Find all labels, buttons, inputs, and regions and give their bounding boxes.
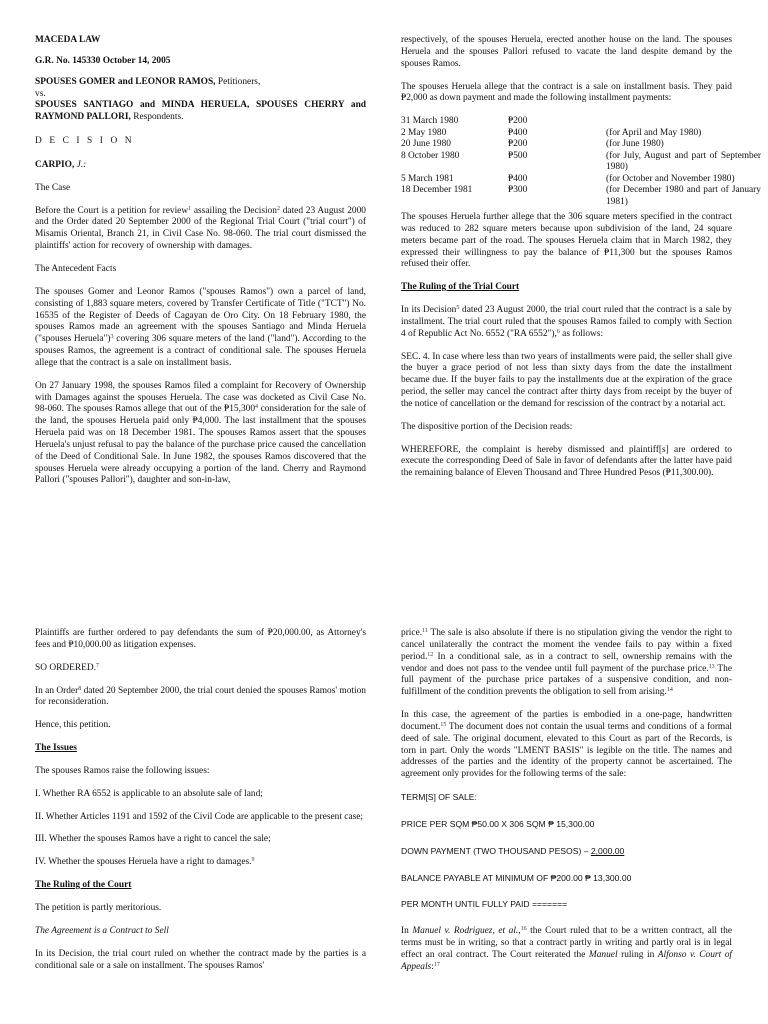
- footnote-ref[interactable]: 1: [188, 205, 192, 212]
- case-citation: Alfonso v. Court of Appeals: [401, 949, 732, 972]
- payment-row: [401, 174, 761, 185]
- footnote-ref[interactable]: 9: [251, 857, 255, 864]
- text-run: In this case, the agreement of the parties is embodied in a one-page, handwritten document.: [401, 710, 732, 732]
- text-run: The spouses Gomer and Leonor Ramos ("spouses Ramos") own a parcel of land, consisting of 1,883 square meters, covered by Transfer Certificate of Title ("TCT") No. 16535 of the Register of Deeds of Cagayan de Oro City. On 18 February 1980, the spouses Ramos made an agreement with the spouses Santiago and Minda Heruela ("spouses Heruela"): [35, 286, 366, 345]
- paragraph: The spouses Heruela allege that the contract is a sale on installment basis. They paid ₱2,000 as down payment and made the following installment payments:: [401, 81, 732, 104]
- paragraph: [401, 305, 732, 341]
- text-run: The sale is also absolute if there is no stipulation giving the vendor the right to cancel unilaterally the contract the moment the vendee fails to pay within a fixed period.: [401, 628, 732, 662]
- text-run: as follows:: [559, 328, 604, 339]
- ponente-name: CARPIO,: [35, 159, 75, 170]
- petitioners-names: SPOUSES GOMER and LEONOR RAMOS,: [35, 76, 216, 87]
- installment-payments-body: [401, 116, 761, 208]
- payment-note: (for October and November 1980): [606, 173, 735, 184]
- dispositive-portion: WHEREFORE, the complaint is hereby dismissed and plaintiff[s] are ordered to execute the corresponding Deed of Sale in favor of defendants after the latter have paid the remaining balance of Eleven Thousand and Three Hundred Pesos (₱11,300.00).: [401, 444, 732, 479]
- page1-left-column: [35, 35, 366, 498]
- payment-date: 20 June 1980: [401, 139, 451, 150]
- section-heading-court-ruling: The Ruling of the Court: [35, 880, 132, 891]
- footnote-ref[interactable]: 3: [110, 334, 114, 341]
- text-run: In an Order: [35, 685, 79, 696]
- text-run: IV. Whether the spouses Heruela have a right to damages.: [35, 857, 252, 868]
- text-run: On 27 January 1998, the spouses Ramos filed a complaint for Recovery of Ownership with Damages against the spouses Heruela. The case was docketed as Civil Case No. 98-060. The spouses Ramos allege that out of the ₱15,300: [35, 380, 366, 415]
- ponente-suffix: J.:: [74, 159, 87, 170]
- text-run: SO ORDERED.: [35, 662, 96, 673]
- payment-date: 31 March 1980: [401, 116, 459, 127]
- payment-row: [401, 128, 761, 139]
- paragraph: [401, 710, 732, 781]
- footnote-ref[interactable]: 4: [255, 404, 259, 411]
- page2-right-column: [401, 628, 732, 985]
- payment-amount: ₱300: [508, 185, 528, 196]
- paragraph: [401, 628, 732, 699]
- payment-note: (for June 1980): [606, 139, 664, 150]
- document-title: MACEDA LAW: [35, 35, 101, 45]
- down-payment-amount: 2,000.00: [590, 845, 625, 856]
- text-run: In: [401, 926, 413, 937]
- footnote-ref[interactable]: 12: [427, 651, 434, 658]
- payment-date: 2 May 1980: [401, 127, 447, 138]
- paragraph: The spouses Ramos raise the following issues:: [35, 765, 210, 776]
- terms-price: PRICE PER SQM ₱50.00 X 306 SQM ₱ 15,300.00: [401, 818, 595, 829]
- versus-line: vs.: [35, 88, 46, 99]
- case-citation: Manuel: [588, 949, 618, 960]
- payment-amount: ₱400: [508, 127, 528, 138]
- paragraph: [35, 686, 366, 710]
- footnote-ref[interactable]: 16: [520, 926, 527, 933]
- payment-row: [401, 185, 761, 208]
- text-run: covering 306 square meters of the land ("land"). According to the spouses Ramos, the agreement is a contract of conditional sale. The spouses Heruela allege that the contract is a sale on installment basis.: [35, 334, 366, 368]
- issue-item: II. Whether Articles 1191 and 1592 of the Civil Code are applicable to the present case;: [35, 811, 364, 822]
- case-citation: Manuel v. Rodriguez, et al.: [412, 926, 519, 937]
- payment-note: (for December 1980 and part of January 1981): [606, 185, 761, 207]
- petitioners-role: Petitioners,: [215, 76, 261, 87]
- payment-date: 5 March 1981: [401, 173, 454, 184]
- decision-heading: D E C I S I O N: [35, 136, 135, 147]
- footnote-ref[interactable]: 2: [276, 205, 280, 212]
- payment-note: (for April and May 1980): [606, 127, 702, 138]
- payment-note: (for July, August and part of September 1980): [606, 150, 761, 173]
- footnote-ref[interactable]: 14: [666, 687, 673, 694]
- footnote-ref[interactable]: 5: [456, 305, 460, 312]
- terms-down-payment: [401, 846, 732, 857]
- ponente-line: [35, 160, 366, 172]
- payment-row: [401, 151, 761, 174]
- text-run: price.: [401, 628, 423, 638]
- footnote-ref[interactable]: 8: [78, 685, 82, 692]
- paragraph: The dispositive portion of the Decision reads:: [401, 421, 573, 432]
- document-page-2: [0, 622, 768, 1024]
- terms-heading: TERM[S] OF SALE:: [401, 792, 477, 803]
- respondents-line: [35, 100, 366, 124]
- footnote-ref[interactable]: 17: [433, 961, 440, 968]
- text-run: consideration for the sale of the land, the spouses Heruela paid only ₱4,000. The last installment that the spouses Heruela paid was on 18 December 1981. The spouses Ramos assert that the spouses Heruela's unjust refusal to pay the balance of the purchase price caused the cancellation of the Deed of Conditional Sale. In June 1982, the spouses Ramos discovered that the spouses Heruela were already occupying a portion of the land. Cherry and Raymond Pallori ("spouses Pallori"), daughter and son-in-law,: [35, 404, 366, 486]
- text-run: :: [431, 961, 434, 972]
- terms-balance: BALANCE PAYABLE AT MINIMUM OF ₱200.00 ₱ 13,300.00: [401, 872, 632, 883]
- petitioners-line: [35, 77, 366, 89]
- paragraph: respectively, of the spouses Heruela, erected another house on the land. The spouses Heruela and the spouses Pallori refused to vacate the land despite demand by the spouses Ramos.: [401, 35, 732, 69]
- text-run: ruling in: [617, 949, 658, 960]
- paragraph: [401, 926, 732, 973]
- footnote-ref[interactable]: 15: [440, 721, 447, 728]
- subsection-heading: The Agreement is a Contract to Sell: [35, 925, 169, 936]
- paragraph: Plaintiffs are further ordered to pay defendants the sum of ₱20,000.00, as Attorney's fees and ₱10,000.00 as litigation expenses.: [35, 628, 366, 650]
- paragraph: The petition is partly meritorious.: [35, 902, 162, 913]
- terms-per-month: PER MONTH UNTIL FULLY PAID =======: [401, 899, 568, 910]
- text-run: The full payment of the purchase price partakes of a suspensive condition, and non-fulfillment of the condition prevents the obligation to sell from arising.: [401, 663, 732, 698]
- issue-item: I. Whether RA 6552 is applicable to an absolute sale of land;: [35, 788, 263, 799]
- paragraph: [35, 381, 366, 488]
- text-run: dated 23 August 2000, the trial court ruled that the contract is a sale by installment. The trial court ruled that the spouses Ramos failed to comply with Section 4 of Republic Act No. 6552 ("RA 6552"),: [401, 305, 732, 339]
- quoted-statute: SEC. 4. In case where less than two years of installments were paid, the seller shall give the buyer a grace period of not less than sixty days from the date the installment became due. If the buyer fails to pay the installments due at the expiration of the grace period, the seller may cancel the contract after thirty days from receipt by the buyer of the notice of cancellation or the demand for rescission of the contract by a notarial act.: [401, 351, 732, 409]
- installment-payments-table: [401, 116, 761, 208]
- section-heading-facts: The Antecedent Facts: [35, 263, 117, 274]
- footnote-ref[interactable]: 7: [95, 662, 99, 669]
- payment-amount: ₱400: [508, 173, 528, 184]
- text-run: In a conditional sale, as in a contract to sell, ownership remains with the vendor and does not pass to the vendee until full payment of the purchase price.: [401, 651, 732, 674]
- page1-right-column: [401, 35, 761, 491]
- so-ordered: [35, 663, 366, 675]
- paragraph: The spouses Heruela further allege that the 306 square meters specified in the contract was reduced to 282 square meters because upon subdivision of the land, 24 square meters became part of the road. The spouses Heruela claim that in March 1982, they expressed their willingness to pay the balance of ₱11,300 but the spouses Ramos refused their offer.: [401, 211, 732, 270]
- text-run: DOWN PAYMENT (TWO THOUSAND PESOS) –: [401, 845, 591, 856]
- section-heading-trial-ruling: The Ruling of the Trial Court: [401, 282, 520, 293]
- payment-amount: ₱200: [508, 116, 528, 127]
- text-run: the Court ruled that to be a written contract, all the terms must be in writing, so that a contract partly in writing and partly oral is in legal effect an oral contract. The Court reiterated the: [401, 926, 732, 960]
- footnote-ref[interactable]: 13: [708, 663, 715, 670]
- payment-amount: ₱500: [508, 150, 528, 161]
- respondents-names: SPOUSES SANTIAGO and MINDA HERUELA, SPOUSES CHERRY and RAYMOND PALLORI,: [35, 100, 366, 123]
- text-run: In its Decision: [401, 305, 457, 316]
- issue-item: III. Whether the spouses Ramos have a right to cancel the sale;: [35, 834, 271, 845]
- case-number: G.R. No. 145330 October 14, 2005: [35, 55, 171, 66]
- section-heading-case: The Case: [35, 182, 71, 193]
- payment-row: [401, 116, 761, 127]
- text-run: dated 20 September 2000, the trial court denied the spouses Ramos' motion for reconsideration.: [35, 685, 366, 708]
- text-run: Before the Court is a petition for review: [35, 205, 189, 216]
- footnote-ref[interactable]: 11: [422, 628, 428, 634]
- payment-note: [606, 116, 761, 127]
- payment-date: 8 October 1980: [401, 150, 460, 161]
- paragraph: [35, 287, 366, 370]
- footnote-ref[interactable]: 6: [556, 328, 560, 335]
- payment-row: [401, 139, 761, 150]
- text-run: dated 23 August 2000 and the Order dated 20 September 2000 of the Regional Trial Court ("trial court") of Misamis Oriental, Branch 21, in Civil Case No. 98-060. The trial court dismissed the plaintiffs' action for recovery of ownership with damages.: [35, 205, 366, 252]
- paragraph: In its Decision, the trial court ruled on whether the contract made by the parties is a conditional sale or a sale on installment. The spouses Ramos': [35, 948, 366, 971]
- section-heading-issues: The Issues: [35, 743, 77, 754]
- payment-amount: ₱200: [508, 139, 528, 150]
- paragraph: [35, 206, 366, 253]
- payment-date: 18 December 1981: [401, 185, 473, 196]
- respondents-role: Respondents.: [130, 112, 184, 123]
- text-run: ,: [518, 926, 521, 937]
- text-run: assailing the Decision: [191, 205, 277, 216]
- issue-item: [35, 857, 366, 869]
- page2-left-column: [35, 628, 366, 983]
- paragraph: Hence, this petition.: [35, 720, 111, 731]
- text-run: The document does not contain the usual terms and conditions of a formal deed of sale. The original document, elevated to this Court as part of the Records, is torn in part. Only the words "LMENT BASIS" is legible on the title. The names and addresses of the parties and the identity of the property cannot be ascertained. The agreement only provides for the following terms of the sale:: [401, 721, 732, 780]
